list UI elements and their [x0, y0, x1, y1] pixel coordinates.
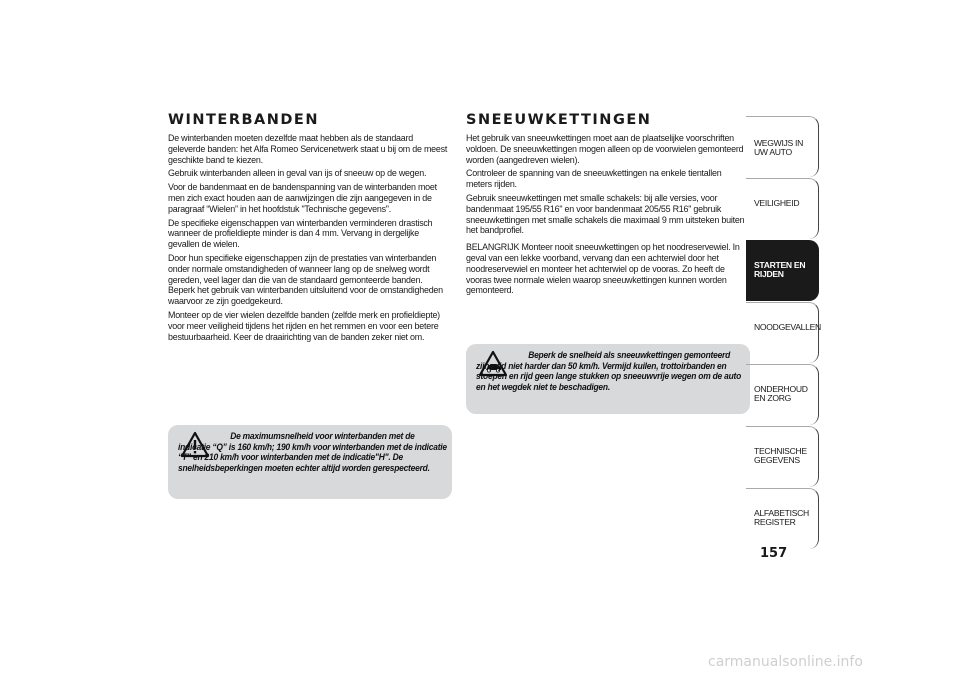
sneeuwkettingen-para-1: Het gebruik van sneeuwkettingen moet aan de plaatselijke voorschriften voldoen. De sneeuwkettingen mogen alleen op de voorwielen gemonteerd worden (aangedreven wielen).	[466, 133, 744, 166]
winterbanden-para-6: Monteer op de vier wielen dezelfde banden (zelfde merk en profieldiepte) voor meer veiligheid tijdens het rijden en het remmen en voor een betere bestuurbaarheid. Keer de draairichting van de banden zeker niet om.	[168, 309, 440, 343]
winterbanden-heading: WINTERBANDEN	[168, 112, 319, 128]
winterbanden-warning-box	[168, 425, 452, 499]
tab-starten-en-rijden[interactable]: STARTEN EN RIJDEN	[746, 240, 819, 301]
sneeuwkettingen-section	[466, 112, 749, 300]
tab-alfabetisch-register[interactable]: ALFABETISCH REGISTER	[746, 488, 819, 549]
winterbanden-section	[168, 112, 451, 346]
tab-noodgevallen[interactable]: NOODGEVALLEN	[746, 302, 819, 363]
sneeuwkettingen-para-4: BELANGRIJK Monteer nooit sneeuwkettingen op het noodreservewiel. In geval van een lekke voorband, vervang dan een achterwiel door het noodreservewiel en monteer het achterwiel op de vooras. Zo heeft de vooras twee normale wielen waarop sneeuwkettingen kunnen worden gemonteerd.	[466, 242, 740, 297]
winterbanden-para-3: Voor de bandenmaat en de bandenspanning van de winterbanden moet men zich exact houden aan de aanwijzingen die zijn aangegeven in de paragraaf “Wielen” in het hoofdstuk "Technische gegevens".	[168, 182, 437, 215]
sneeuwkettingen-para-2: Controleer de spanning van de sneeuwkettingen na enkele tientallen meters rijden.	[466, 168, 722, 191]
winterbanden-para-2: Gebruik winterbanden alleen in geval van ijs of sneeuw op de wegen.	[168, 168, 427, 180]
winterbanden-warning-text: De maximumsnelheid voor winterbanden met de indicatie “Q” is 160 km/h; 190 km/h voor winterbanden met de indicatie “T” en 210 km/h voor winterbanden met de indicatie"H". De snelheidsbeperkingen moeten echter altijd worden gerespecteerd.	[178, 430, 447, 473]
tab-veiligheid[interactable]: VEILIGHEID	[746, 178, 819, 239]
sneeuwkettingen-warning-text: Beperk de snelheid als sneeuwkettingen gemonteerd zijn; rijd niet harder dan 50 km/h. Vermijd kuilen, trottoirbanden en stoepen en rijd geen lange stukken op sneeuwvrije wegen om de auto en het wegdek niet te beschadigen.	[476, 349, 742, 392]
tab-technische-gegevens[interactable]: TECHNISCHE GEGEVENS	[746, 426, 819, 487]
winterbanden-para-4: De specifieke eigenschappen van winterbanden verminderen drastisch wanneer de profieldiepte minder is dan 4 mm. Vervang in dergelijke gevallen de wielen.	[168, 217, 433, 251]
sneeuwkettingen-para-3: Gebruik sneeuwkettingen met smalle schakels: bij alle versies, voor bandenmaat 195/55 R16" en voor bandenmaat 205/55 R16" gebruik sneeuwkettingen met smalle schakels die maximaal 9 mm uitsteken buiten het bandprofiel.	[466, 192, 745, 237]
tab-onderhoud[interactable]: ONDERHOUD EN ZORG	[746, 364, 819, 425]
watermark: carmanualsonline.info	[708, 654, 863, 670]
winterbanden-para-5: Door hun specifieke eigenschappen zijn de prestaties van winterbanden onder normale omstandigheden of wanneer lang op de snelweg wordt gereden, veel lager dan die van de standaard gemonteerde banden. Beperk het gebruik van winterbanden uitsluitend voor de omstandigheden waarvoor ze zijn goedgekeurd.	[168, 252, 443, 308]
winterbanden-para-1: De winterbanden moeten dezelfde maat hebben als de standaard geleverde banden: het Alfa Romeo Servicenetwerk staat u bij om de meest geschikte band te kiezen.	[168, 133, 448, 166]
chapter-tabs	[746, 116, 819, 550]
tab-wegwijs[interactable]: WEGWIJS IN UW AUTO	[746, 116, 819, 177]
sneeuwkettingen-warning-box	[466, 344, 750, 414]
page-number: 157	[760, 546, 788, 561]
sneeuwkettingen-heading: SNEEUWKETTINGEN	[466, 112, 652, 128]
